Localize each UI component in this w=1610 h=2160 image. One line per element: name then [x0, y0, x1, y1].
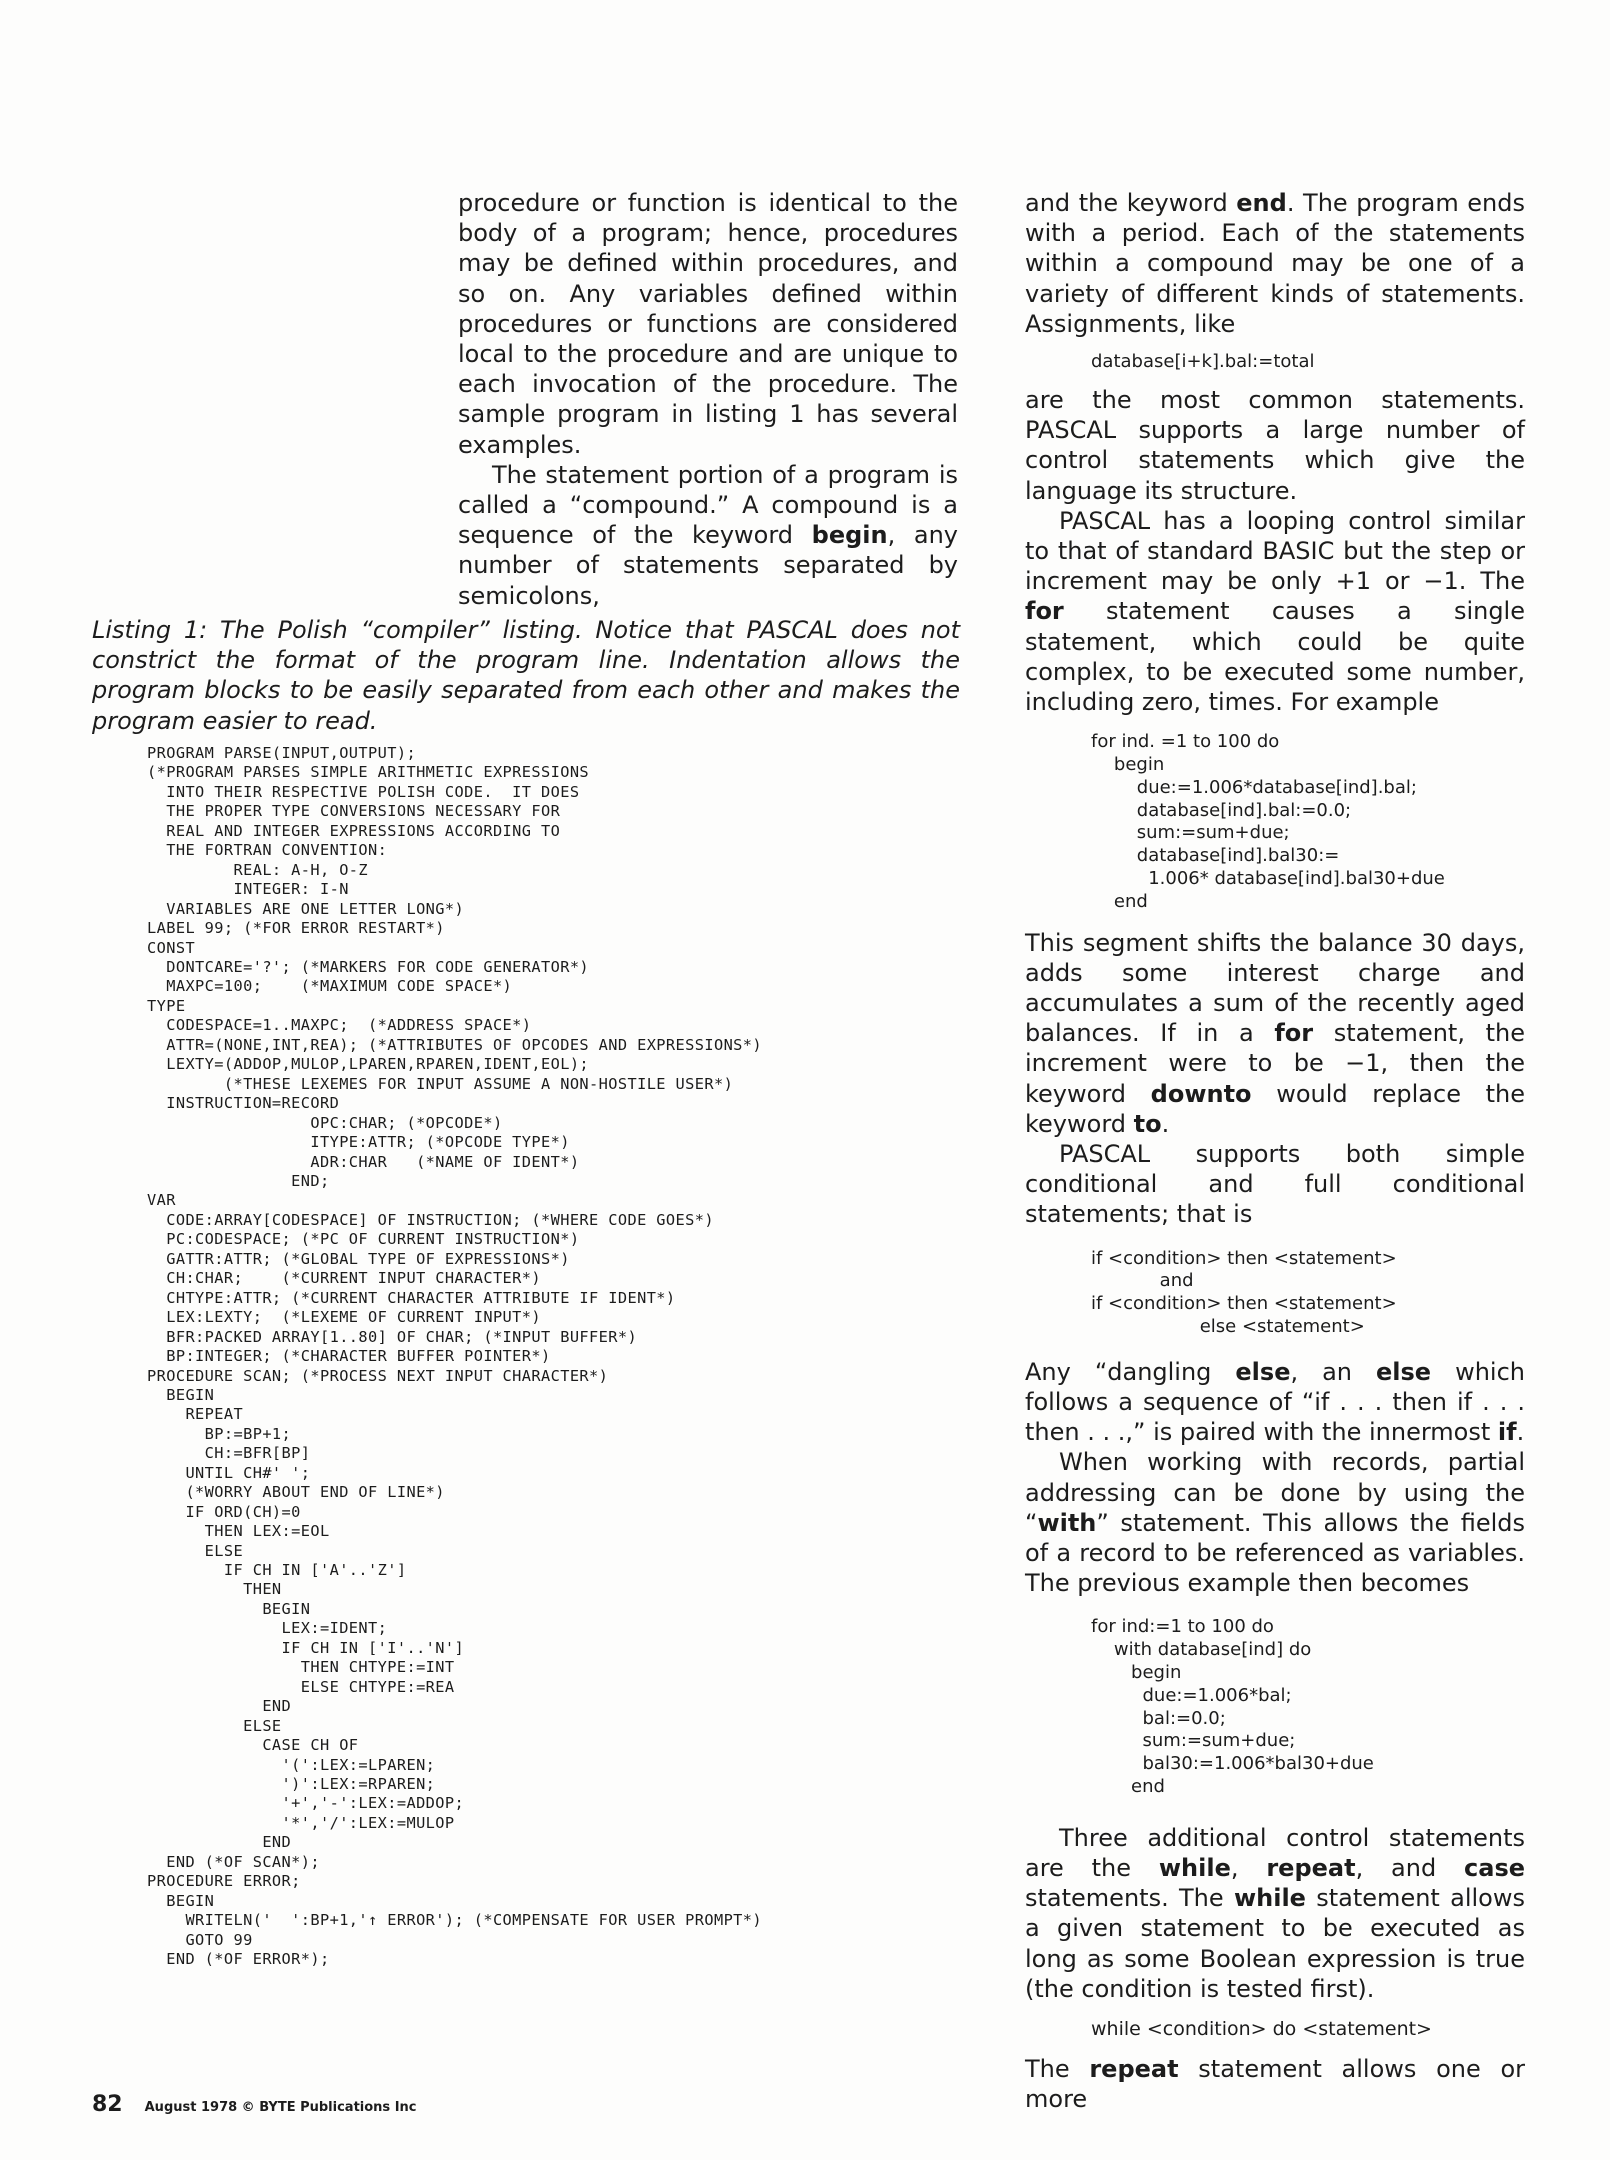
text-span: . [1516, 1418, 1525, 1447]
code-listing: PROGRAM PARSE(INPUT,OUTPUT); (*PROGRAM PARSES SIMPLE ARITHMETIC EXPRESSIONS INTO THEIR RESPECTIVE POLISH CODE. IT DOES THE PROPER TYPE CONVERSIONS NECESSARY FOR REAL AND INTEGER EXPRESSIONS ACCORDING TO THE FORTRAN CONVENTION: REAL: A-H, O-Z INTEGER: I-N VARIABLES ARE ONE LETTER LONG*) LABEL 99; (*FOR ERROR RESTART*) CONST DONTCARE='?'; (*MARKERS FOR CODE GENERATOR*) MAXPC=100; (*MAXIMUM CODE SPACE*) TYPE CODESPACE=1..MAXPC; (*ADDRESS SPACE*) ATTR=(NONE,INT,REA); (*ATTRIBUTES OF OPCODES AND EXPRESSIONS*) LEXTY=(ADDOP,MULOP,LPAREN,RPAREN,IDENT,EOL); (*THESE LEXEMES FOR INPUT ASSUME A NON-HOSTILE USER*) INSTRUCTION=RECORD OPC:CHAR; (*OPCODE*) ITYPE:ATTR; (*OPCODE TYPE*) ADR:CHAR (*NAME OF IDENT*) END; VAR CODE:ARRAY[CODESPACE] OF INSTRUCTION; (*WHERE CODE GOES*) PC:CODESPACE; (*PC OF CURRENT INSTRUCTION*) GATTR:ATTR; (*GLOBAL TYPE OF EXPRESSIONS*) CH:CHAR; (*CURRENT INPUT CHARACTER*) CHTYPE:ATTR; (*CURRENT CHARACTER ATTRIBUTE IF IDENT*) LEX:LEXTY; (*LEXEME OF CURRENT INPUT*) BFR:PACKED ARRAY[1..80] OF CHAR; (*INPUT BUFFER*) BP:INTEGER; (*CHARACTER BUFFER POINTER*) PROCEDURE SCAN; (*PROCESS NEXT INPUT CHARACTER*) BEGIN REPEAT BP:=BP+1; CH:=BFR[BP] UNTIL CH#' '; (*WORRY ABOUT END OF LINE*) IF ORD(CH)=0 THEN LEX:=EOL ELSE IF CH IN ['A'..'Z'] THEN BEGIN LEX:=IDENT; IF CH IN ['I'..'N'] THEN CHTYPE:=INT ELSE CHTYPE:=REA END ELSE CASE CH OF '(':LEX:=LPAREN; ')':LEX:=RPAREN; '+','-':LEX:=ADDOP; '*','/':LEX:=MULOP END END (*OF SCAN*); PROCEDURE ERROR; BEGIN WRITELN(' ':BP+1,'↑ ERROR'); (*COMPENSATE FOR USER PROMPT*) GOTO 99 END (*OF ERROR*); [147, 744, 763, 1969]
text-span: , [1230, 1854, 1267, 1883]
keyword: repeat [1266, 1854, 1356, 1883]
keyword: begin [811, 521, 888, 550]
keyword: to [1133, 1109, 1162, 1138]
paragraph [1025, 928, 1525, 1139]
listing-caption: Listing 1: The Polish “compiler” listing. Notice that PASCAL does not constrict the format of the program line. Indentation allows the program blocks to be easily separated from each other and makes the program easier to read. [92, 616, 960, 735]
page-number: 82 [92, 2092, 123, 2117]
text-span: which follows a sequence of “if . . . then if . . . then . . .,” is paired with the innermost [1025, 1357, 1525, 1447]
text-span: and the keyword [1025, 189, 1237, 217]
text-span: . The program ends with a period. Each of the statements within a compound may be one of a variety of different kinds of statements. Assignments, like [1025, 189, 1525, 338]
keyword: while [1233, 1884, 1306, 1913]
text-span: statements. The [1025, 1884, 1234, 1913]
code-snippet: database[i+k].bal:=total [1091, 351, 1315, 373]
text-span: Three additional control statements are the [1025, 1823, 1525, 1883]
text-span: The statement portion of a program is called a “compound.” A compound is a sequence of the keyword [458, 460, 958, 550]
paragraph [458, 460, 958, 611]
text-span: ” statement. This allows the fields of a record to be referenced as variables. The previous example then becomes [1025, 1508, 1525, 1598]
keyword: for [1025, 597, 1064, 626]
text-span: Any “dangling [1025, 1357, 1236, 1386]
paragraph: PASCAL supports both simple conditional and full conditional statements; that is [1025, 1140, 1525, 1229]
paragraph: procedure or function is identical to the body of a program; hence, procedures may be defined within procedures, and so on. Any variables defined within procedures or functions are considered local to the procedure and are unique to each invocation of the procedure. The sample program in listing 1 has several examples. [458, 189, 958, 459]
paragraph: are the most common statements. PASCAL supports a large number of control statements which give the language its structure. [1025, 386, 1525, 505]
paragraph [1025, 1357, 1525, 1448]
text-span: would replace the keyword [1025, 1079, 1525, 1138]
keyword: with [1037, 1508, 1097, 1537]
keyword: while [1158, 1854, 1231, 1883]
paragraph [1025, 188, 1525, 339]
text-span: statement, the increment were to be −1, then the keyword [1025, 1019, 1525, 1108]
paragraph [1025, 2054, 1525, 2114]
code-snippet: if <condition> then <statement> and if <condition> then <statement> else <statement> [1091, 1247, 1397, 1338]
text-span: The [1025, 2055, 1090, 2084]
text-span: statement allows a given statement to be executed as long as some Boolean expression is true (the condition is tested first). [1025, 1884, 1525, 2003]
text-span: , and [1355, 1854, 1465, 1883]
text-span: PASCAL has a looping control similar to that of standard BASIC but the step or increment may be only +1 or −1. The [1025, 506, 1525, 596]
page-footer [92, 2092, 417, 2122]
text-span: statement causes a single statement, which could be quite complex, to be executed some number, including zero, times. For example [1025, 597, 1525, 717]
code-snippet: while <condition> do <statement> [1091, 2018, 1432, 2041]
keyword: if [1497, 1418, 1517, 1447]
paragraph [1025, 506, 1525, 717]
keyword: else [1376, 1357, 1432, 1386]
code-snippet: for ind. =1 to 100 do begin due:=1.006*database[ind].bal; database[ind].bal:=0.0; sum:=sum+due; database[ind].bal30:= 1.006* database[ind].bal30+due end [1091, 731, 1445, 912]
text-span: , an [1290, 1357, 1377, 1386]
code-snippet: for ind:=1 to 100 do with database[ind] do begin due:=1.006*bal; bal:=0.0; sum:=sum+due; bal30:=1.006*bal30+due end [1091, 1616, 1374, 1798]
keyword: else [1235, 1357, 1291, 1386]
paragraph [1025, 1447, 1525, 1598]
text-span: , any number of statements separated by semicolons, [458, 521, 958, 610]
left-column-text [458, 188, 958, 611]
keyword: downto [1150, 1079, 1252, 1108]
right-column-text [1025, 188, 1525, 2114]
publication-credit: August 1978 © BYTE Publications Inc [144, 2100, 417, 2115]
keyword: repeat [1089, 2055, 1179, 2084]
text-span: . [1161, 1109, 1170, 1138]
keyword: end [1236, 189, 1287, 217]
paragraph [1025, 1823, 1525, 2004]
text-span: This segment shifts the balance 30 days, adds some interest charge and accumulates a sum of the recently aged balances. If in a [1025, 928, 1525, 1048]
keyword: case [1464, 1854, 1525, 1883]
keyword: for [1274, 1019, 1314, 1048]
text-span: statement allows one or more [1025, 2055, 1526, 2114]
text-span: When working with records, partial addressing can be done by using the “ [1025, 1448, 1525, 1537]
